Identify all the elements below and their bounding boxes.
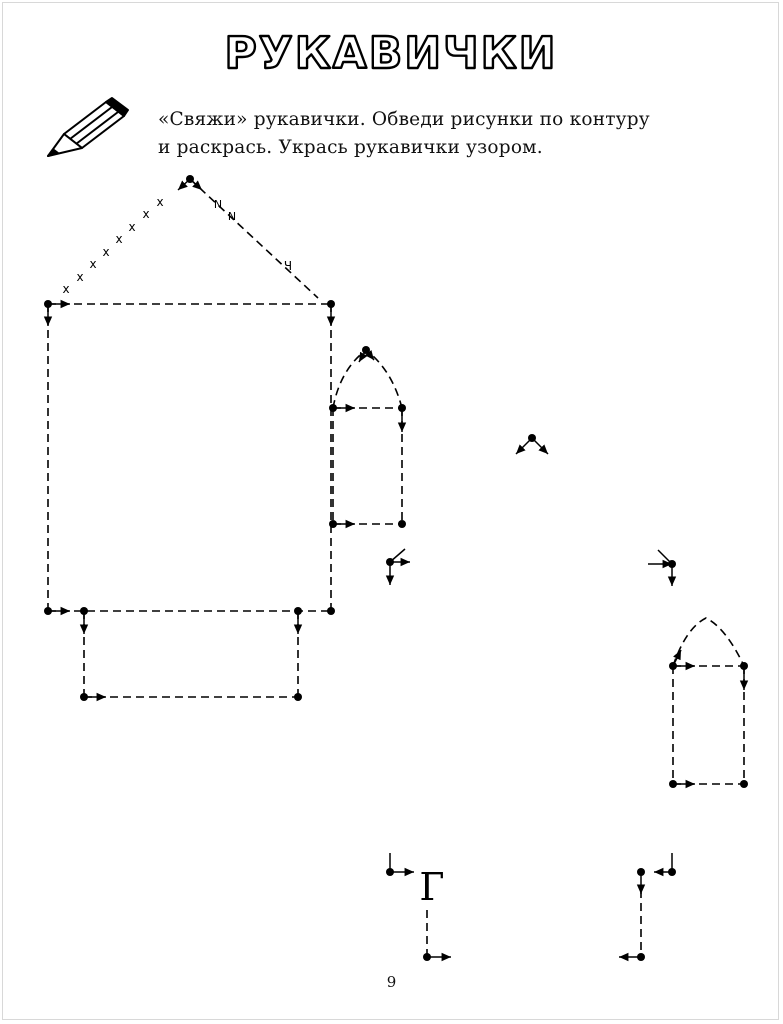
- small-thumb-dots: [329, 346, 676, 568]
- svg-text:x: x: [115, 232, 123, 246]
- svg-text:x: x: [142, 207, 150, 221]
- svg-text:x: x: [128, 220, 136, 234]
- stitch-mark-ch: Ч: [283, 259, 293, 273]
- right-thumb-outline: [673, 618, 744, 784]
- stray-ticks: [390, 549, 672, 564]
- svg-text:x: x: [89, 257, 97, 271]
- stitch-marks-n: [214, 198, 236, 223]
- small-thumb-outline: [333, 350, 402, 524]
- svg-text:x: x: [156, 195, 164, 209]
- svg-text:x: x: [62, 282, 70, 296]
- small-thumb-arrows: [333, 350, 672, 586]
- stitch-marks-x: [62, 195, 163, 296]
- right-thumb-dots: [669, 662, 748, 788]
- svg-text:N: N: [213, 198, 223, 211]
- svg-text:x: x: [102, 245, 110, 259]
- bottom-cuff-lines: [427, 890, 641, 957]
- right-thumb-arrows: [673, 650, 744, 784]
- instruction-line-2: и раскрась. Укрась рукавички узором.: [158, 137, 543, 158]
- svg-text:N: N: [227, 210, 237, 223]
- svg-text:x: x: [76, 270, 84, 284]
- large-mitten-dots: [44, 175, 335, 701]
- letter-glyph: Г: [419, 865, 445, 909]
- page-number: 9: [386, 973, 397, 991]
- worksheet-title-text: РУКАВИЧКИ: [224, 28, 558, 79]
- instruction-line-1: «Свяжи» рукавички. Обведи рисунки по контуру: [158, 109, 650, 130]
